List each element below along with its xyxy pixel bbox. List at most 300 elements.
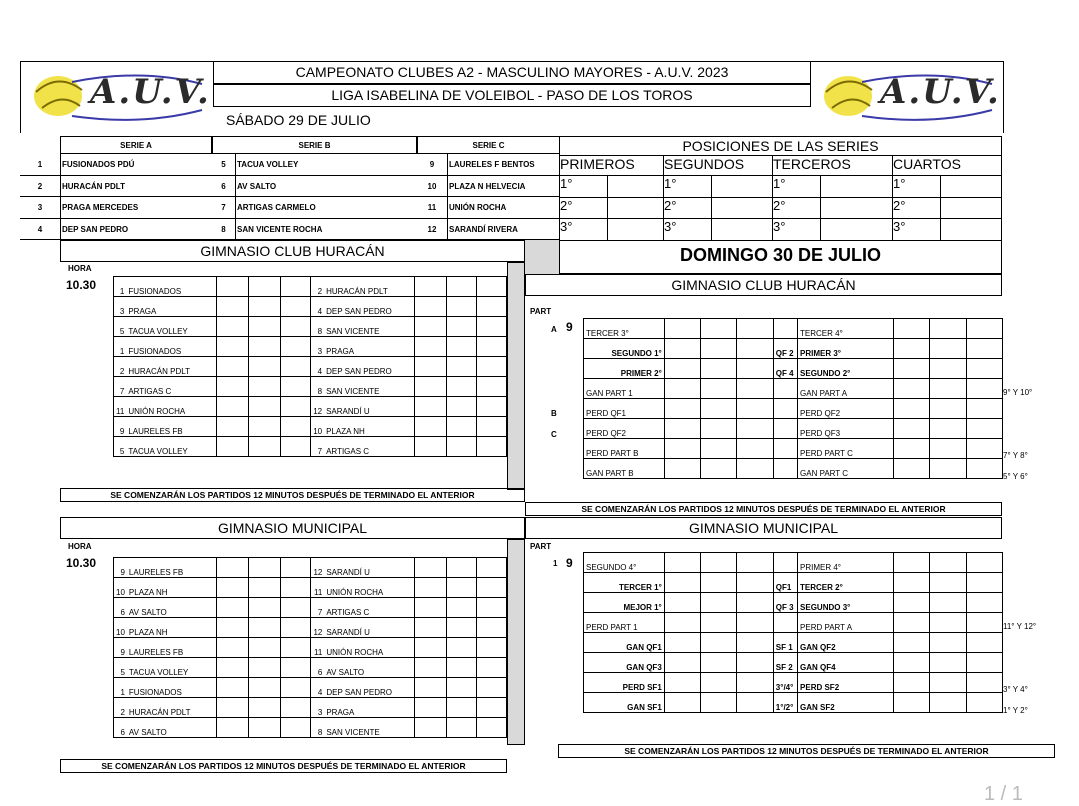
score-cell[interactable] bbox=[893, 459, 929, 479]
score-cell[interactable] bbox=[737, 399, 773, 419]
score-cell[interactable] bbox=[966, 553, 1002, 573]
positions-title: POSICIONES DE LAS SERIES bbox=[559, 136, 1002, 156]
score-cell[interactable] bbox=[476, 638, 506, 658]
score-cell[interactable] bbox=[249, 578, 281, 598]
score-cell[interactable] bbox=[664, 319, 700, 339]
score-cell[interactable] bbox=[966, 633, 1002, 653]
score-cell[interactable] bbox=[446, 437, 476, 457]
score-cell[interactable] bbox=[414, 317, 446, 337]
score-cell[interactable] bbox=[249, 337, 281, 357]
score-cell[interactable] bbox=[217, 558, 249, 578]
score-cell[interactable] bbox=[249, 417, 281, 437]
playoff-cell-mid: SF 2 bbox=[773, 653, 797, 673]
score-cell[interactable] bbox=[966, 419, 1002, 439]
score-cell[interactable] bbox=[701, 459, 737, 479]
match-cell-n2: 6 bbox=[311, 658, 324, 678]
score-cell[interactable] bbox=[446, 578, 476, 598]
positions-cell[interactable]: 1° bbox=[772, 176, 892, 198]
score-cell[interactable] bbox=[249, 317, 281, 337]
positions-cell[interactable]: 2° bbox=[772, 198, 892, 220]
series-cell-na: 4 bbox=[20, 219, 60, 241]
score-cell[interactable] bbox=[966, 359, 1002, 379]
score-cell[interactable] bbox=[446, 598, 476, 618]
match-row bbox=[114, 578, 507, 598]
serie-c-title: SERIE C bbox=[417, 136, 560, 154]
score-cell[interactable] bbox=[217, 337, 249, 357]
score-cell[interactable] bbox=[476, 417, 506, 437]
score-cell[interactable] bbox=[701, 339, 737, 359]
score-cell[interactable] bbox=[701, 573, 737, 593]
score-cell[interactable] bbox=[414, 377, 446, 397]
score-cell[interactable] bbox=[893, 379, 929, 399]
match-cell-t1: TACUA VOLLEY bbox=[127, 658, 217, 678]
score-cell[interactable] bbox=[446, 718, 476, 738]
score-cell[interactable] bbox=[281, 317, 311, 337]
positions-split bbox=[820, 176, 821, 198]
score-cell[interactable] bbox=[930, 319, 966, 339]
series-cell-nc: 12 bbox=[417, 219, 447, 241]
score-cell[interactable] bbox=[737, 573, 773, 593]
score-cell[interactable] bbox=[476, 558, 506, 578]
score-cell[interactable] bbox=[249, 638, 281, 658]
score-cell[interactable] bbox=[966, 399, 1002, 419]
match-cell-n1: 1 bbox=[114, 277, 127, 297]
sun-gym1-note: SE COMENZARÁN LOS PARTIDOS 12 MINUTOS DESPUÉS DE TERMINADO EL ANTERIOR bbox=[525, 502, 1002, 516]
match-cell-n1: 6 bbox=[114, 718, 127, 738]
score-cell[interactable] bbox=[966, 319, 1002, 339]
match-row bbox=[114, 377, 507, 397]
score-cell[interactable] bbox=[414, 698, 446, 718]
score-cell[interactable] bbox=[737, 653, 773, 673]
match-cell-n2: 7 bbox=[311, 598, 324, 618]
match-cell-n2: 12 bbox=[311, 618, 324, 638]
header-title-line2: LIGA ISABELINA DE VOLEIBOL - PASO DE LOS TOROS bbox=[213, 84, 811, 107]
score-cell[interactable] bbox=[249, 357, 281, 377]
score-cell[interactable] bbox=[664, 419, 700, 439]
score-cell[interactable] bbox=[281, 377, 311, 397]
score-cell[interactable] bbox=[249, 718, 281, 738]
score-cell[interactable] bbox=[664, 359, 700, 379]
score-cell[interactable] bbox=[701, 359, 737, 379]
score-cell[interactable] bbox=[217, 297, 249, 317]
score-cell[interactable] bbox=[414, 598, 446, 618]
match-row bbox=[114, 658, 507, 678]
score-cell[interactable] bbox=[446, 357, 476, 377]
score-cell[interactable] bbox=[737, 633, 773, 653]
positions-cell[interactable]: 3° bbox=[772, 219, 892, 241]
score-cell[interactable] bbox=[281, 718, 311, 738]
match-cell-t1: FUSIONADOS bbox=[126, 337, 216, 357]
playoff-cell-t1: SEGUNDO 1° bbox=[584, 339, 665, 359]
match-row bbox=[114, 638, 507, 658]
serie-a-title: SERIE A bbox=[60, 136, 212, 154]
score-cell[interactable] bbox=[249, 277, 281, 297]
playoff-cell-t2: PERD SF2 bbox=[798, 673, 894, 693]
series-cell-na: 1 bbox=[20, 154, 60, 176]
score-cell[interactable] bbox=[476, 678, 506, 698]
score-cell[interactable] bbox=[701, 673, 737, 693]
series-cell-a: DEP SAN PEDRO bbox=[60, 219, 212, 241]
score-cell[interactable] bbox=[966, 459, 1002, 479]
score-cell[interactable] bbox=[476, 297, 506, 317]
match-row bbox=[114, 397, 507, 417]
score-cell[interactable] bbox=[446, 337, 476, 357]
score-cell[interactable] bbox=[664, 399, 700, 419]
score-cell[interactable] bbox=[249, 558, 281, 578]
match-cell-n1: 7 bbox=[114, 377, 127, 397]
positions-cell[interactable]: 3° bbox=[559, 219, 663, 241]
sunday-title: DOMINGO 30 DE JULIO bbox=[679, 245, 882, 265]
score-cell[interactable] bbox=[930, 653, 966, 673]
score-cell[interactable] bbox=[476, 718, 506, 738]
score-cell[interactable] bbox=[249, 397, 281, 417]
playoff-part-label: C bbox=[551, 430, 557, 439]
score-cell[interactable] bbox=[737, 359, 773, 379]
sat-gym2-note: SE COMENZARÁN LOS PARTIDOS 12 MINUTOS DESPUÉS DE TERMINADO EL ANTERIOR bbox=[60, 759, 507, 773]
positions-split bbox=[940, 176, 941, 198]
score-cell[interactable] bbox=[446, 317, 476, 337]
positions-cell[interactable]: 3° bbox=[663, 219, 772, 241]
match-cell-n1: 5 bbox=[114, 658, 127, 678]
match-row bbox=[114, 678, 507, 698]
score-cell[interactable] bbox=[701, 553, 737, 573]
score-cell[interactable] bbox=[930, 633, 966, 653]
score-cell[interactable] bbox=[217, 718, 249, 738]
score-cell[interactable] bbox=[966, 339, 1002, 359]
score-cell[interactable] bbox=[701, 613, 737, 633]
score-cell[interactable] bbox=[476, 317, 506, 337]
score-cell[interactable] bbox=[281, 437, 311, 457]
score-cell[interactable] bbox=[930, 379, 966, 399]
playoff-row bbox=[584, 379, 1003, 399]
score-cell[interactable] bbox=[446, 277, 476, 297]
score-cell[interactable] bbox=[217, 377, 249, 397]
score-cell[interactable] bbox=[281, 297, 311, 317]
score-cell[interactable] bbox=[446, 678, 476, 698]
score-cell[interactable] bbox=[664, 573, 700, 593]
score-cell[interactable] bbox=[217, 437, 249, 457]
playoff-place-label: 5° Y 6° bbox=[1003, 472, 1028, 481]
score-cell[interactable] bbox=[217, 578, 249, 598]
score-cell[interactable] bbox=[893, 573, 929, 593]
score-cell[interactable] bbox=[414, 357, 446, 377]
score-cell[interactable] bbox=[930, 693, 966, 713]
score-cell[interactable] bbox=[476, 598, 506, 618]
gray-divider-top bbox=[525, 240, 559, 274]
series-cell-nb: 6 bbox=[212, 176, 235, 198]
positions-split bbox=[820, 219, 821, 241]
score-cell[interactable] bbox=[966, 573, 1002, 593]
score-cell[interactable] bbox=[893, 593, 929, 613]
positions-cell[interactable]: 1° bbox=[663, 176, 772, 198]
match-cell-n1: 9 bbox=[114, 638, 127, 658]
score-cell[interactable] bbox=[930, 359, 966, 379]
score-cell[interactable] bbox=[249, 678, 281, 698]
score-cell[interactable] bbox=[664, 553, 700, 573]
score-cell[interactable] bbox=[414, 718, 446, 738]
playoff-cell-mid: 1°/2° bbox=[773, 693, 797, 713]
score-cell[interactable] bbox=[281, 638, 311, 658]
score-cell[interactable] bbox=[476, 397, 506, 417]
score-cell[interactable] bbox=[281, 558, 311, 578]
score-cell[interactable] bbox=[249, 618, 281, 638]
sat-gym1-table bbox=[113, 276, 507, 457]
score-cell[interactable] bbox=[737, 553, 773, 573]
match-cell-n2: 8 bbox=[311, 317, 324, 337]
score-cell[interactable] bbox=[414, 397, 446, 417]
score-cell[interactable] bbox=[930, 553, 966, 573]
score-cell[interactable] bbox=[446, 417, 476, 437]
sun-time-1: 9 bbox=[566, 320, 573, 334]
score-cell[interactable] bbox=[414, 678, 446, 698]
score-cell[interactable] bbox=[476, 698, 506, 718]
score-cell[interactable] bbox=[701, 653, 737, 673]
positions-cell[interactable]: 2° bbox=[892, 198, 1002, 220]
score-cell[interactable] bbox=[476, 377, 506, 397]
score-cell[interactable] bbox=[893, 633, 929, 653]
score-cell[interactable] bbox=[664, 633, 700, 653]
score-cell[interactable] bbox=[414, 337, 446, 357]
score-cell[interactable] bbox=[476, 437, 506, 457]
score-cell[interactable] bbox=[893, 653, 929, 673]
playoff-cell-mid: SF 1 bbox=[773, 633, 797, 653]
score-cell[interactable] bbox=[664, 439, 700, 459]
score-cell[interactable] bbox=[701, 379, 737, 399]
score-cell[interactable] bbox=[737, 593, 773, 613]
logo-text: A.U.V. bbox=[880, 72, 1001, 112]
positions-col-header: SEGUNDOS bbox=[663, 156, 772, 176]
positions-cell[interactable]: 2° bbox=[559, 198, 663, 220]
score-cell[interactable] bbox=[414, 618, 446, 638]
playoff-cell-mid: QF 3 bbox=[773, 593, 797, 613]
score-cell[interactable] bbox=[893, 613, 929, 633]
playoff-place-label: 11° Y 12° bbox=[1003, 622, 1037, 631]
score-cell[interactable] bbox=[281, 698, 311, 718]
score-cell[interactable] bbox=[217, 698, 249, 718]
positions-cell[interactable]: 3° bbox=[892, 219, 1002, 241]
score-cell[interactable] bbox=[217, 397, 249, 417]
playoff-cell-t2: GAN QF4 bbox=[798, 653, 894, 673]
playoff-cell-t1: PERD PART B bbox=[584, 439, 665, 459]
score-cell[interactable] bbox=[701, 419, 737, 439]
score-cell[interactable] bbox=[446, 558, 476, 578]
score-cell[interactable] bbox=[966, 593, 1002, 613]
score-cell[interactable] bbox=[217, 618, 249, 638]
score-cell[interactable] bbox=[446, 297, 476, 317]
series-cell-c: LAURELES F BENTOS bbox=[447, 154, 560, 176]
score-cell[interactable] bbox=[930, 399, 966, 419]
match-cell-n2: 4 bbox=[311, 297, 324, 317]
score-cell[interactable] bbox=[966, 673, 1002, 693]
score-cell[interactable] bbox=[930, 419, 966, 439]
score-cell[interactable] bbox=[664, 339, 700, 359]
playoff-cell-t2: SEGUNDO 2° bbox=[798, 359, 894, 379]
score-cell[interactable] bbox=[966, 439, 1002, 459]
score-cell[interactable] bbox=[930, 613, 966, 633]
score-cell[interactable] bbox=[217, 598, 249, 618]
score-cell[interactable] bbox=[414, 578, 446, 598]
score-cell[interactable] bbox=[281, 277, 311, 297]
score-cell[interactable] bbox=[476, 357, 506, 377]
score-cell[interactable] bbox=[893, 439, 929, 459]
score-cell[interactable] bbox=[930, 593, 966, 613]
match-cell-t2: AV SALTO bbox=[324, 658, 414, 678]
score-cell[interactable] bbox=[249, 297, 281, 317]
playoff-cell-mid: 3°/4° bbox=[773, 673, 797, 693]
score-cell[interactable] bbox=[281, 618, 311, 638]
score-cell[interactable] bbox=[701, 693, 737, 713]
playoff-cell-mid bbox=[773, 399, 797, 419]
match-cell-n1: 10 bbox=[114, 618, 127, 638]
match-cell-n1: 6 bbox=[114, 598, 127, 618]
score-cell[interactable] bbox=[446, 658, 476, 678]
score-cell[interactable] bbox=[414, 558, 446, 578]
score-cell[interactable] bbox=[737, 693, 773, 713]
score-cell[interactable] bbox=[476, 277, 506, 297]
score-cell[interactable] bbox=[476, 578, 506, 598]
score-cell[interactable] bbox=[217, 417, 249, 437]
series-cell-nb: 8 bbox=[212, 219, 235, 241]
score-cell[interactable] bbox=[446, 377, 476, 397]
score-cell[interactable] bbox=[281, 578, 311, 598]
score-cell[interactable] bbox=[414, 417, 446, 437]
playoff-cell-t1: TERCER 1° bbox=[584, 573, 665, 593]
score-cell[interactable] bbox=[664, 613, 700, 633]
match-cell-t1: FUSIONADOS bbox=[126, 277, 216, 297]
score-cell[interactable] bbox=[966, 693, 1002, 713]
score-cell[interactable] bbox=[930, 339, 966, 359]
positions-cell[interactable]: 1° bbox=[892, 176, 1002, 198]
score-cell[interactable] bbox=[737, 613, 773, 633]
score-cell[interactable] bbox=[664, 673, 700, 693]
score-cell[interactable] bbox=[893, 399, 929, 419]
score-cell[interactable] bbox=[414, 297, 446, 317]
positions-cell[interactable]: 2° bbox=[663, 198, 772, 220]
score-cell[interactable] bbox=[701, 633, 737, 653]
score-cell[interactable] bbox=[281, 417, 311, 437]
positions-col-header: PRIMEROS bbox=[559, 156, 663, 176]
header-title-line1: CAMPEONATO CLUBES A2 - MASCULINO MAYORES - A.U.V. 2023 bbox=[213, 61, 811, 84]
score-cell[interactable] bbox=[476, 337, 506, 357]
score-cell[interactable] bbox=[281, 658, 311, 678]
score-cell[interactable] bbox=[737, 339, 773, 359]
score-cell[interactable] bbox=[249, 698, 281, 718]
playoff-cell-mid bbox=[773, 439, 797, 459]
score-cell[interactable] bbox=[664, 653, 700, 673]
score-cell[interactable] bbox=[249, 377, 281, 397]
score-cell[interactable] bbox=[217, 277, 249, 297]
score-cell[interactable] bbox=[893, 359, 929, 379]
score-cell[interactable] bbox=[217, 317, 249, 337]
score-cell[interactable] bbox=[893, 693, 929, 713]
score-cell[interactable] bbox=[930, 573, 966, 593]
score-cell[interactable] bbox=[737, 439, 773, 459]
score-cell[interactable] bbox=[217, 678, 249, 698]
score-cell[interactable] bbox=[414, 437, 446, 457]
playoff-cell-t1: GAN QF1 bbox=[584, 633, 665, 653]
match-cell-t2: SARANDÍ U bbox=[324, 618, 414, 638]
score-cell[interactable] bbox=[893, 673, 929, 693]
score-cell[interactable] bbox=[737, 419, 773, 439]
score-cell[interactable] bbox=[414, 658, 446, 678]
score-cell[interactable] bbox=[930, 439, 966, 459]
score-cell[interactable] bbox=[737, 319, 773, 339]
score-cell[interactable] bbox=[966, 653, 1002, 673]
score-cell[interactable] bbox=[217, 658, 249, 678]
match-cell-t2: ARTIGAS C bbox=[324, 598, 414, 618]
score-cell[interactable] bbox=[446, 618, 476, 638]
score-cell[interactable] bbox=[893, 553, 929, 573]
match-cell-n1: 2 bbox=[114, 698, 127, 718]
series-cell-na: 2 bbox=[20, 176, 60, 198]
series-cell-c: PLAZA N HELVECIA bbox=[447, 176, 560, 198]
score-cell[interactable] bbox=[249, 437, 281, 457]
score-cell[interactable] bbox=[249, 598, 281, 618]
match-cell-t2: SARANDÍ U bbox=[324, 558, 414, 578]
score-cell[interactable] bbox=[446, 638, 476, 658]
score-cell[interactable] bbox=[664, 459, 700, 479]
score-cell[interactable] bbox=[664, 593, 700, 613]
score-cell[interactable] bbox=[893, 419, 929, 439]
match-row bbox=[114, 598, 507, 618]
score-cell[interactable] bbox=[281, 357, 311, 377]
score-cell[interactable] bbox=[476, 658, 506, 678]
positions-split bbox=[711, 198, 712, 220]
score-cell[interactable] bbox=[664, 693, 700, 713]
sat-gym1-title-box bbox=[60, 240, 525, 262]
score-cell[interactable] bbox=[966, 613, 1002, 633]
positions-right-border bbox=[1001, 156, 1002, 240]
score-cell[interactable] bbox=[281, 598, 311, 618]
score-cell[interactable] bbox=[217, 638, 249, 658]
score-cell[interactable] bbox=[930, 459, 966, 479]
score-cell[interactable] bbox=[446, 698, 476, 718]
score-cell[interactable] bbox=[701, 319, 737, 339]
score-cell[interactable] bbox=[893, 339, 929, 359]
score-cell[interactable] bbox=[930, 673, 966, 693]
positions-cell[interactable]: 1° bbox=[559, 176, 663, 198]
playoff-row bbox=[584, 673, 1003, 693]
score-cell[interactable] bbox=[966, 379, 1002, 399]
score-cell[interactable] bbox=[249, 658, 281, 678]
match-cell-n2: 7 bbox=[311, 437, 324, 457]
score-cell[interactable] bbox=[893, 319, 929, 339]
score-cell[interactable] bbox=[414, 277, 446, 297]
score-cell[interactable] bbox=[446, 397, 476, 417]
score-cell[interactable] bbox=[701, 399, 737, 419]
score-cell[interactable] bbox=[414, 638, 446, 658]
score-cell[interactable] bbox=[737, 379, 773, 399]
score-cell[interactable] bbox=[737, 673, 773, 693]
score-cell[interactable] bbox=[701, 439, 737, 459]
score-cell[interactable] bbox=[281, 337, 311, 357]
playoff-cell-t1: GAN PART B bbox=[584, 459, 665, 479]
score-cell[interactable] bbox=[217, 357, 249, 377]
playoff-cell-t2: PERD PART C bbox=[798, 439, 894, 459]
score-cell[interactable] bbox=[281, 397, 311, 417]
match-cell-n2: 3 bbox=[311, 337, 324, 357]
score-cell[interactable] bbox=[281, 678, 311, 698]
match-cell-t2: SAN VICENTE bbox=[324, 377, 414, 397]
score-cell[interactable] bbox=[476, 618, 506, 638]
score-cell[interactable] bbox=[701, 593, 737, 613]
match-cell-t2: UNIÓN ROCHA bbox=[324, 638, 414, 658]
score-cell[interactable] bbox=[737, 459, 773, 479]
match-cell-n1: 2 bbox=[114, 357, 127, 377]
score-cell[interactable] bbox=[664, 379, 700, 399]
positions-grid bbox=[559, 156, 1002, 240]
match-row bbox=[114, 698, 507, 718]
